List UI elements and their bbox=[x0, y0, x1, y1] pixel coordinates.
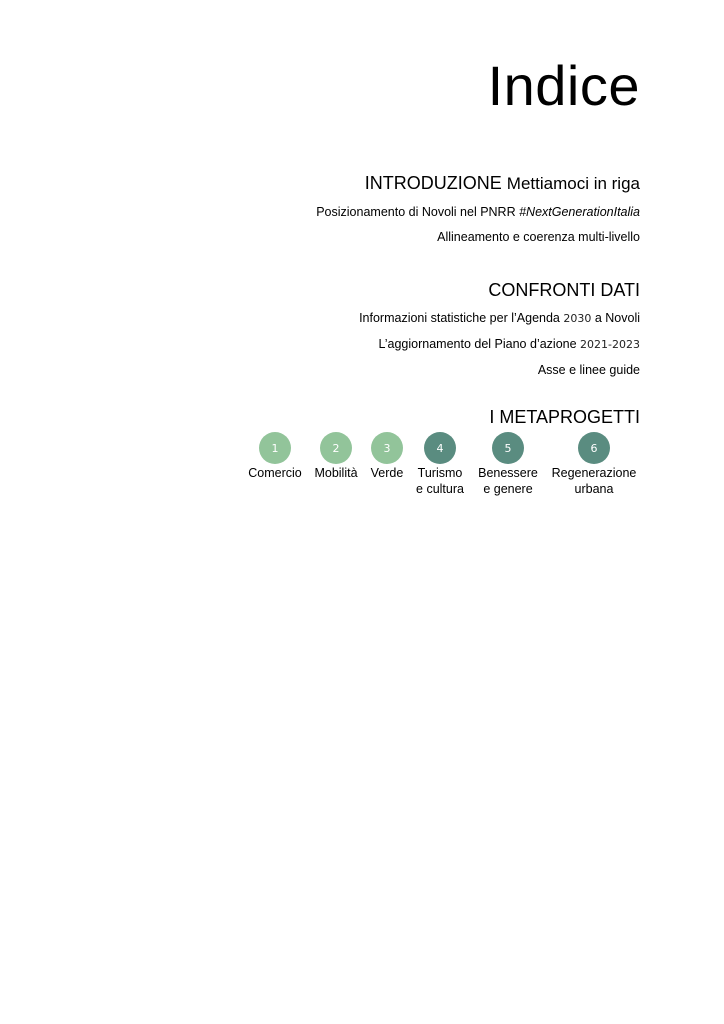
section-heading-metaprogetti[interactable]: I METAPROGETTI bbox=[489, 407, 640, 427]
metaproject-number-badge: 1 bbox=[259, 432, 291, 464]
page-title: Indice bbox=[487, 54, 640, 117]
metaproject-label: Regenerazione urbana bbox=[551, 466, 637, 496]
metaproject-5[interactable] bbox=[458, 432, 558, 497]
metaproject-number-badge: 2 bbox=[320, 432, 352, 464]
section-metaprogetti bbox=[489, 406, 640, 428]
metaproject-label: Benessere e genere bbox=[478, 466, 538, 496]
entry-text: L’aggiornamento del Piano d’azione bbox=[378, 337, 581, 351]
toc-entry-posizionamento[interactable] bbox=[316, 204, 640, 220]
heading-main: INTRODUZIONE bbox=[364, 173, 502, 193]
entry-year: 2030 bbox=[563, 312, 592, 325]
section-heading-confronti[interactable]: CONFRONTI DATI bbox=[488, 280, 640, 300]
entry-text: Posizionamento di Novoli nel PNRR bbox=[316, 205, 520, 219]
metaproject-label: Turismo e cultura bbox=[416, 466, 464, 496]
entry-text: Informazioni statistiche per l’Agenda bbox=[359, 311, 564, 325]
metaproject-6[interactable] bbox=[544, 432, 644, 497]
toc-entry-aggiornamento[interactable] bbox=[359, 336, 640, 353]
metaproject-label: Comercio bbox=[248, 466, 302, 480]
heading-sub: Mettiamoci in riga bbox=[506, 174, 640, 193]
section-introduzione bbox=[316, 172, 640, 245]
entry-years: 2021-2023 bbox=[580, 338, 640, 351]
metaproject-label: Verde bbox=[370, 466, 404, 480]
section-confronti-dati bbox=[359, 279, 640, 378]
section-heading-introduzione[interactable] bbox=[316, 172, 640, 195]
metaproject-number-badge: 6 bbox=[578, 432, 610, 464]
toc-entry-allineamento[interactable]: Allineamento e coerenza multi-livello bbox=[437, 230, 640, 244]
metaproject-label: Mobilità bbox=[314, 466, 358, 480]
metaprojects-row bbox=[230, 432, 660, 512]
hashtag: #NextGenerationItalia bbox=[519, 205, 640, 219]
metaproject-number-badge: 4 bbox=[424, 432, 456, 464]
toc-entry-informazioni[interactable] bbox=[359, 310, 640, 327]
entry-suffix: a Novoli bbox=[591, 311, 640, 325]
metaproject-number-badge: 3 bbox=[371, 432, 403, 464]
metaproject-number-badge: 5 bbox=[492, 432, 524, 464]
toc-entry-asse[interactable]: Asse e linee guide bbox=[537, 363, 640, 377]
